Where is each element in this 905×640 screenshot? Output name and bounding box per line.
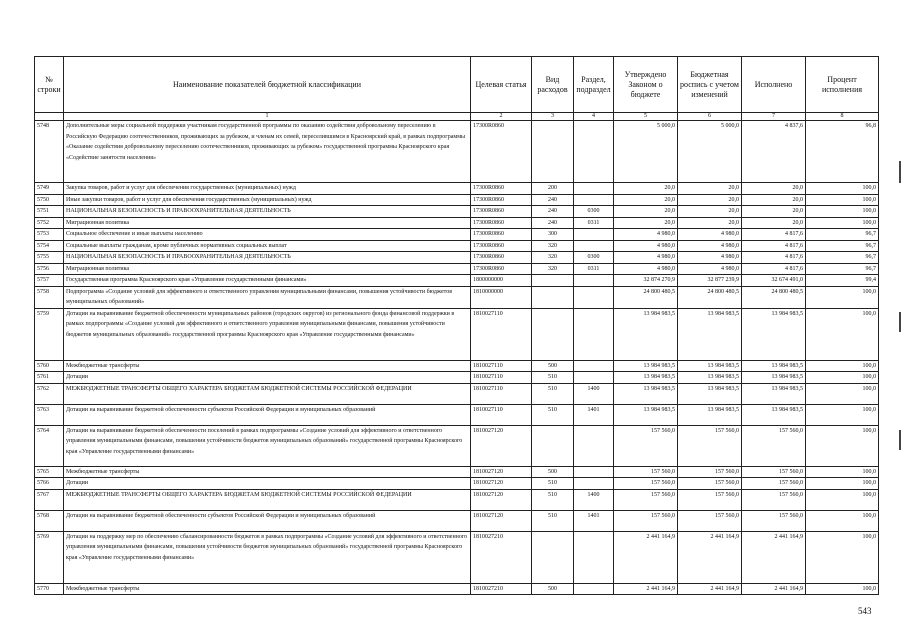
expense-type-cell: 320 bbox=[532, 240, 574, 252]
target-article-cell: 17300R0860 bbox=[471, 194, 532, 206]
budget-schedule-amount-cell: 5 000,0 bbox=[678, 121, 742, 183]
target-article-cell: 17300R0860 bbox=[471, 183, 532, 195]
expense-type-cell: 240 bbox=[532, 194, 574, 206]
row-number-cell: 5751 bbox=[35, 206, 64, 218]
table-row bbox=[35, 252, 879, 264]
header-section: Раздел, подраздел bbox=[574, 57, 614, 113]
approved-amount-cell: 32 874 270,9 bbox=[614, 275, 678, 287]
section-code-cell: 0300 bbox=[574, 252, 614, 264]
target-article-cell: 1810027120 bbox=[471, 478, 532, 490]
indicator-name-cell: МЕЖБЮДЖЕТНЫЕ ТРАНСФЕРТЫ ОБЩЕГО ХАРАКТЕРА БЮДЖЕТАМ БЮДЖЕТНОЙ СИСТЕМЫ РОССИЙСКОЙ ФЕДЕРАЦИИ bbox=[64, 383, 471, 404]
expense-type-cell: 510 bbox=[532, 372, 574, 384]
table-row bbox=[35, 466, 879, 478]
section-code-cell bbox=[574, 240, 614, 252]
table-row bbox=[35, 275, 879, 287]
approved-amount-cell: 157 560,0 bbox=[614, 489, 678, 510]
header-approved: Утверждено Законом о бюджете bbox=[614, 57, 678, 113]
page-number: 543 bbox=[858, 606, 872, 616]
percent-executed-cell: 100,0 bbox=[806, 510, 879, 531]
executed-amount-cell: 32 674 491,0 bbox=[742, 275, 806, 287]
column-number: 5 bbox=[614, 113, 678, 121]
executed-amount-cell: 13 984 983,5 bbox=[742, 383, 806, 404]
indicator-name-cell: Иные закупки товаров, работ и услуг для обеспечения государственных (муниципальных) нужд bbox=[64, 194, 471, 206]
row-number-cell: 5763 bbox=[35, 404, 64, 425]
row-number-cell: 5759 bbox=[35, 308, 64, 360]
expense-type-cell bbox=[532, 275, 574, 287]
executed-amount-cell: 20,0 bbox=[742, 206, 806, 218]
section-code-cell bbox=[574, 583, 614, 595]
approved-amount-cell: 20,0 bbox=[614, 217, 678, 229]
percent-executed-cell: 96,7 bbox=[806, 240, 879, 252]
header-row-number: № строки bbox=[35, 57, 64, 113]
budget-table bbox=[34, 56, 879, 595]
header-expense-type: Вид расходов bbox=[532, 57, 574, 113]
expense-type-cell bbox=[532, 286, 574, 308]
header-target-article: Целевая статья bbox=[471, 57, 532, 113]
header-percent: Процент исполнения bbox=[806, 57, 879, 113]
row-number-cell: 5768 bbox=[35, 510, 64, 531]
percent-executed-cell: 100,0 bbox=[806, 478, 879, 490]
row-number-cell: 5752 bbox=[35, 217, 64, 229]
budget-schedule-amount-cell: 13 984 983,5 bbox=[678, 308, 742, 360]
header-row bbox=[35, 57, 879, 113]
row-number-cell: 5748 bbox=[35, 121, 64, 183]
expense-type-cell bbox=[532, 531, 574, 583]
header-budget-schedule: Бюджетная роспись с учетом изменений bbox=[678, 57, 742, 113]
table-row bbox=[35, 263, 879, 275]
approved-amount-cell: 157 560,0 bbox=[614, 478, 678, 490]
table-row bbox=[35, 308, 879, 360]
indicator-name-cell: Межбюджетные трансферты bbox=[64, 583, 471, 595]
section-code-cell bbox=[574, 531, 614, 583]
percent-executed-cell: 100,0 bbox=[806, 308, 879, 360]
row-number-cell: 5770 bbox=[35, 583, 64, 595]
indicator-name-cell: Миграционная политика bbox=[64, 263, 471, 275]
approved-amount-cell: 13 984 983,5 bbox=[614, 404, 678, 425]
column-number: 3 bbox=[532, 113, 574, 121]
table-row bbox=[35, 240, 879, 252]
expense-type-cell: 320 bbox=[532, 252, 574, 264]
percent-executed-cell: 96,7 bbox=[806, 252, 879, 264]
section-code-cell: 1400 bbox=[574, 489, 614, 510]
row-number-cell: 5756 bbox=[35, 263, 64, 275]
approved-amount-cell: 24 800 480,5 bbox=[614, 286, 678, 308]
table-row bbox=[35, 286, 879, 308]
approved-amount-cell: 2 441 164,9 bbox=[614, 531, 678, 583]
table-row bbox=[35, 229, 879, 241]
section-code-cell: 1401 bbox=[574, 510, 614, 531]
row-number-cell: 5758 bbox=[35, 286, 64, 308]
approved-amount-cell: 2 441 164,9 bbox=[614, 583, 678, 595]
table-row bbox=[35, 383, 879, 404]
table-row bbox=[35, 217, 879, 229]
section-code-cell bbox=[574, 194, 614, 206]
row-number-cell: 5749 bbox=[35, 183, 64, 195]
section-code-cell bbox=[574, 275, 614, 287]
executed-amount-cell: 4 817,6 bbox=[742, 229, 806, 241]
executed-amount-cell: 13 984 983,5 bbox=[742, 404, 806, 425]
section-code-cell: 1400 bbox=[574, 383, 614, 404]
target-article-cell: 17300R0860 bbox=[471, 121, 532, 183]
target-article-cell: 1810027110 bbox=[471, 308, 532, 360]
indicator-name-cell: Социальное обеспечение и иные выплаты населению bbox=[64, 229, 471, 241]
table-row bbox=[35, 478, 879, 490]
expense-type-cell bbox=[532, 425, 574, 466]
percent-executed-cell: 96,7 bbox=[806, 229, 879, 241]
approved-amount-cell: 5 000,0 bbox=[614, 121, 678, 183]
indicator-name-cell: Государственная программа Красноярского края «Управление государственными финансами» bbox=[64, 275, 471, 287]
indicator-name-cell: Дотации bbox=[64, 478, 471, 490]
section-code-cell bbox=[574, 183, 614, 195]
indicator-name-cell: Дополнительные меры социальной поддержки участникам государственной программы по оказанию содействия добровольному переселению в Российскую Федерацию соотечественников, проживающих за рубежом, и членам их семей, переселившимся в Красноярский край, в рамках подпрограммы «Оказание содействия добровольному переселению соотечественников, проживающих за рубежом» государственной программы Красноярского края «Содействие занятости населения» bbox=[64, 121, 471, 183]
approved-amount-cell: 13 984 983,5 bbox=[614, 383, 678, 404]
approved-amount-cell: 4 980,0 bbox=[614, 263, 678, 275]
executed-amount-cell: 157 560,0 bbox=[742, 425, 806, 466]
executed-amount-cell: 13 984 983,5 bbox=[742, 308, 806, 360]
table-row bbox=[35, 121, 879, 183]
approved-amount-cell: 20,0 bbox=[614, 194, 678, 206]
indicator-name-cell: Дотации на выравнивание бюджетной обеспеченности поселений в рамках подпрограммы «Создание условий для эффективного и ответственного управления муниципальными финансами, повышения устойчивости бюджетов муниципальных образований» государственной программы Красноярского края «Управление государственными финансами» bbox=[64, 425, 471, 466]
expense-type-cell: 510 bbox=[532, 489, 574, 510]
percent-executed-cell: 100,0 bbox=[806, 383, 879, 404]
budget-schedule-amount-cell: 4 980,0 bbox=[678, 263, 742, 275]
expense-type-cell: 320 bbox=[532, 263, 574, 275]
budget-schedule-amount-cell: 20,0 bbox=[678, 194, 742, 206]
budget-schedule-amount-cell: 2 441 164,9 bbox=[678, 531, 742, 583]
scan-edge-mark bbox=[899, 312, 901, 332]
target-article-cell: 1810000000 bbox=[471, 286, 532, 308]
percent-executed-cell: 96,8 bbox=[806, 121, 879, 183]
table-row bbox=[35, 360, 879, 372]
row-number-cell: 5754 bbox=[35, 240, 64, 252]
budget-schedule-amount-cell: 157 560,0 bbox=[678, 489, 742, 510]
approved-amount-cell: 157 560,0 bbox=[614, 425, 678, 466]
budget-schedule-amount-cell: 2 441 164,9 bbox=[678, 583, 742, 595]
table-row bbox=[35, 372, 879, 384]
section-code-cell bbox=[574, 308, 614, 360]
budget-schedule-amount-cell: 13 984 983,5 bbox=[678, 360, 742, 372]
section-code-cell bbox=[574, 229, 614, 241]
column-number-blank bbox=[35, 113, 64, 121]
row-number-cell: 5753 bbox=[35, 229, 64, 241]
row-number-cell: 5767 bbox=[35, 489, 64, 510]
executed-amount-cell: 157 560,0 bbox=[742, 489, 806, 510]
row-number-cell: 5757 bbox=[35, 275, 64, 287]
target-article-cell: 17300R0860 bbox=[471, 252, 532, 264]
indicator-name-cell: Социальные выплаты гражданам, кроме публичных нормативных социальных выплат bbox=[64, 240, 471, 252]
budget-schedule-amount-cell: 157 560,0 bbox=[678, 510, 742, 531]
section-code-cell bbox=[574, 478, 614, 490]
executed-amount-cell: 13 984 983,5 bbox=[742, 372, 806, 384]
target-article-cell: 1810027120 bbox=[471, 466, 532, 478]
expense-type-cell: 200 bbox=[532, 183, 574, 195]
indicator-name-cell: Межбюджетные трансферты bbox=[64, 360, 471, 372]
scan-edge-mark bbox=[899, 430, 901, 450]
percent-executed-cell: 100,0 bbox=[806, 286, 879, 308]
executed-amount-cell: 20,0 bbox=[742, 217, 806, 229]
table-row bbox=[35, 489, 879, 510]
table-row bbox=[35, 510, 879, 531]
executed-amount-cell: 157 560,0 bbox=[742, 478, 806, 490]
table-row bbox=[35, 404, 879, 425]
indicator-name-cell: Дотации на выравнивание бюджетной обеспеченности субъектов Российской Федерации и муниципальных образований bbox=[64, 404, 471, 425]
budget-schedule-amount-cell: 20,0 bbox=[678, 206, 742, 218]
executed-amount-cell: 2 441 164,9 bbox=[742, 583, 806, 595]
expense-type-cell: 510 bbox=[532, 478, 574, 490]
row-number-cell: 5762 bbox=[35, 383, 64, 404]
target-article-cell: 17300R0860 bbox=[471, 217, 532, 229]
budget-schedule-amount-cell: 32 877 239,9 bbox=[678, 275, 742, 287]
approved-amount-cell: 20,0 bbox=[614, 206, 678, 218]
executed-amount-cell: 4 817,6 bbox=[742, 263, 806, 275]
executed-amount-cell: 4 817,6 bbox=[742, 252, 806, 264]
expense-type-cell: 300 bbox=[532, 229, 574, 241]
indicator-name-cell: МЕЖБЮДЖЕТНЫЕ ТРАНСФЕРТЫ ОБЩЕГО ХАРАКТЕРА БЮДЖЕТАМ БЮДЖЕТНОЙ СИСТЕМЫ РОССИЙСКОЙ ФЕДЕРАЦИИ bbox=[64, 489, 471, 510]
approved-amount-cell: 4 980,0 bbox=[614, 229, 678, 241]
approved-amount-cell: 4 980,0 bbox=[614, 240, 678, 252]
percent-executed-cell: 100,0 bbox=[806, 360, 879, 372]
target-article-cell: 1810027120 bbox=[471, 425, 532, 466]
row-number-cell: 5761 bbox=[35, 372, 64, 384]
approved-amount-cell: 13 984 983,5 bbox=[614, 308, 678, 360]
budget-schedule-amount-cell: 4 980,0 bbox=[678, 240, 742, 252]
expense-type-cell: 510 bbox=[532, 404, 574, 425]
approved-amount-cell: 4 980,0 bbox=[614, 252, 678, 264]
column-number: 6 bbox=[678, 113, 742, 121]
table-body bbox=[35, 121, 879, 595]
row-number-cell: 5760 bbox=[35, 360, 64, 372]
target-article-cell: 17300R0860 bbox=[471, 240, 532, 252]
approved-amount-cell: 157 560,0 bbox=[614, 510, 678, 531]
expense-type-cell bbox=[532, 121, 574, 183]
executed-amount-cell: 20,0 bbox=[742, 183, 806, 195]
target-article-cell: 17300R0860 bbox=[471, 263, 532, 275]
section-code-cell: 0311 bbox=[574, 263, 614, 275]
percent-executed-cell: 99,4 bbox=[806, 275, 879, 287]
table-row bbox=[35, 206, 879, 218]
budget-schedule-amount-cell: 4 980,0 bbox=[678, 252, 742, 264]
table-row bbox=[35, 183, 879, 195]
table-row bbox=[35, 194, 879, 206]
percent-executed-cell: 100,0 bbox=[806, 425, 879, 466]
percent-executed-cell: 100,0 bbox=[806, 489, 879, 510]
percent-executed-cell: 100,0 bbox=[806, 206, 879, 218]
row-number-cell: 5755 bbox=[35, 252, 64, 264]
target-article-cell: 1810027110 bbox=[471, 383, 532, 404]
target-article-cell: 17300R0860 bbox=[471, 206, 532, 218]
indicator-name-cell: Дотации на поддержку мер по обеспечению сбалансированности бюджетов в рамках подпрограммы «Создание условий для эффективного и ответственного управления муниципальными финансами, повышения устойчивости бюджетов муниципальных образований» государственной программы Красноярского края «Управление государственными финансами» bbox=[64, 531, 471, 583]
budget-schedule-amount-cell: 20,0 bbox=[678, 183, 742, 195]
section-code-cell: 0300 bbox=[574, 206, 614, 218]
indicator-name-cell: Миграционная политика bbox=[64, 217, 471, 229]
indicator-name-cell: Подпрограмма «Создание условий для эффективного и ответственного управления муниципальными финансами, повышения устойчивости бюджетов муниципальных образований» bbox=[64, 286, 471, 308]
table-row bbox=[35, 425, 879, 466]
target-article-cell: 1810027110 bbox=[471, 404, 532, 425]
target-article-cell: 1810027210 bbox=[471, 583, 532, 595]
scan-edge-mark bbox=[899, 161, 901, 183]
expense-type-cell bbox=[532, 308, 574, 360]
executed-amount-cell: 4 817,6 bbox=[742, 240, 806, 252]
row-number-cell: 5765 bbox=[35, 466, 64, 478]
executed-amount-cell: 13 984 983,5 bbox=[742, 360, 806, 372]
expense-type-cell: 510 bbox=[532, 510, 574, 531]
section-code-cell bbox=[574, 286, 614, 308]
executed-amount-cell: 2 441 164,9 bbox=[742, 531, 806, 583]
approved-amount-cell: 13 984 983,5 bbox=[614, 372, 678, 384]
target-article-cell: 1810027110 bbox=[471, 372, 532, 384]
section-code-cell bbox=[574, 121, 614, 183]
approved-amount-cell: 157 560,0 bbox=[614, 466, 678, 478]
percent-executed-cell: 100,0 bbox=[806, 372, 879, 384]
executed-amount-cell: 157 560,0 bbox=[742, 510, 806, 531]
header-name: Наименование показателей бюджетной классификации bbox=[64, 57, 471, 113]
section-code-cell bbox=[574, 372, 614, 384]
column-number: 4 bbox=[574, 113, 614, 121]
executed-amount-cell: 4 837,6 bbox=[742, 121, 806, 183]
section-code-cell bbox=[574, 425, 614, 466]
section-code-cell bbox=[574, 466, 614, 478]
budget-schedule-amount-cell: 13 984 983,5 bbox=[678, 372, 742, 384]
executed-amount-cell: 157 560,0 bbox=[742, 466, 806, 478]
target-article-cell: 1800000000 bbox=[471, 275, 532, 287]
percent-executed-cell: 100,0 bbox=[806, 404, 879, 425]
expense-type-cell: 500 bbox=[532, 360, 574, 372]
target-article-cell: 1810027120 bbox=[471, 510, 532, 531]
indicator-name-cell: Закупка товаров, работ и услуг для обеспечения государственных (муниципальных) нужд bbox=[64, 183, 471, 195]
column-number: 2 bbox=[471, 113, 532, 121]
approved-amount-cell: 20,0 bbox=[614, 183, 678, 195]
column-number: 7 bbox=[742, 113, 806, 121]
indicator-name-cell: Дотации bbox=[64, 372, 471, 384]
target-article-cell: 1810027210 bbox=[471, 531, 532, 583]
row-number-cell: 5764 bbox=[35, 425, 64, 466]
column-number: 8 bbox=[806, 113, 879, 121]
expense-type-cell: 240 bbox=[532, 206, 574, 218]
target-article-cell: 17300R0860 bbox=[471, 229, 532, 241]
budget-schedule-amount-cell: 24 800 480,5 bbox=[678, 286, 742, 308]
budget-schedule-amount-cell: 157 560,0 bbox=[678, 478, 742, 490]
budget-schedule-amount-cell: 157 560,0 bbox=[678, 466, 742, 478]
target-article-cell: 1810027120 bbox=[471, 489, 532, 510]
expense-type-cell: 240 bbox=[532, 217, 574, 229]
indicator-name-cell: Дотации на выравнивание бюджетной обеспеченности субъектов Российской Федерации и муниципальных образований bbox=[64, 510, 471, 531]
percent-executed-cell: 96,7 bbox=[806, 263, 879, 275]
expense-type-cell: 500 bbox=[532, 466, 574, 478]
row-number-cell: 5769 bbox=[35, 531, 64, 583]
indicator-name-cell: НАЦИОНАЛЬНАЯ БЕЗОПАСНОСТЬ И ПРАВООХРАНИТЕЛЬНАЯ ДЕЯТЕЛЬНОСТЬ bbox=[64, 206, 471, 218]
budget-schedule-amount-cell: 157 560,0 bbox=[678, 425, 742, 466]
header-executed: Исполнено bbox=[742, 57, 806, 113]
indicator-name-cell: Межбюджетные трансферты bbox=[64, 466, 471, 478]
column-number: 1 bbox=[64, 113, 471, 121]
percent-executed-cell: 100,0 bbox=[806, 183, 879, 195]
indicator-name-cell: Дотации на выравнивание бюджетной обеспеченности муниципальных районов (городских округов) из регионального фонда финансовой поддержки в рамках подпрограммы «Создание условий для эффективного и ответственного управления муниципальными финансами, повышения устойчивости бюджетов муниципальных образований» государственной программы Красноярского края «Управление государственными финансами» bbox=[64, 308, 471, 360]
percent-executed-cell: 100,0 bbox=[806, 194, 879, 206]
percent-executed-cell: 100,0 bbox=[806, 583, 879, 595]
percent-executed-cell: 100,0 bbox=[806, 466, 879, 478]
indicator-name-cell: НАЦИОНАЛЬНАЯ БЕЗОПАСНОСТЬ И ПРАВООХРАНИТЕЛЬНАЯ ДЕЯТЕЛЬНОСТЬ bbox=[64, 252, 471, 264]
executed-amount-cell: 20,0 bbox=[742, 194, 806, 206]
section-code-cell: 1401 bbox=[574, 404, 614, 425]
budget-schedule-amount-cell: 13 984 983,5 bbox=[678, 404, 742, 425]
row-number-cell: 5766 bbox=[35, 478, 64, 490]
table-row bbox=[35, 583, 879, 595]
expense-type-cell: 510 bbox=[532, 383, 574, 404]
row-number-cell: 5750 bbox=[35, 194, 64, 206]
table-row bbox=[35, 531, 879, 583]
budget-schedule-amount-cell: 4 980,0 bbox=[678, 229, 742, 241]
percent-executed-cell: 100,0 bbox=[806, 217, 879, 229]
section-code-cell bbox=[574, 360, 614, 372]
percent-executed-cell: 100,0 bbox=[806, 531, 879, 583]
section-code-cell: 0311 bbox=[574, 217, 614, 229]
column-number-row bbox=[35, 113, 879, 121]
budget-schedule-amount-cell: 13 984 983,5 bbox=[678, 383, 742, 404]
expense-type-cell: 500 bbox=[532, 583, 574, 595]
executed-amount-cell: 24 800 480,5 bbox=[742, 286, 806, 308]
target-article-cell: 1810027110 bbox=[471, 360, 532, 372]
approved-amount-cell: 13 984 983,5 bbox=[614, 360, 678, 372]
budget-schedule-amount-cell: 20,0 bbox=[678, 217, 742, 229]
